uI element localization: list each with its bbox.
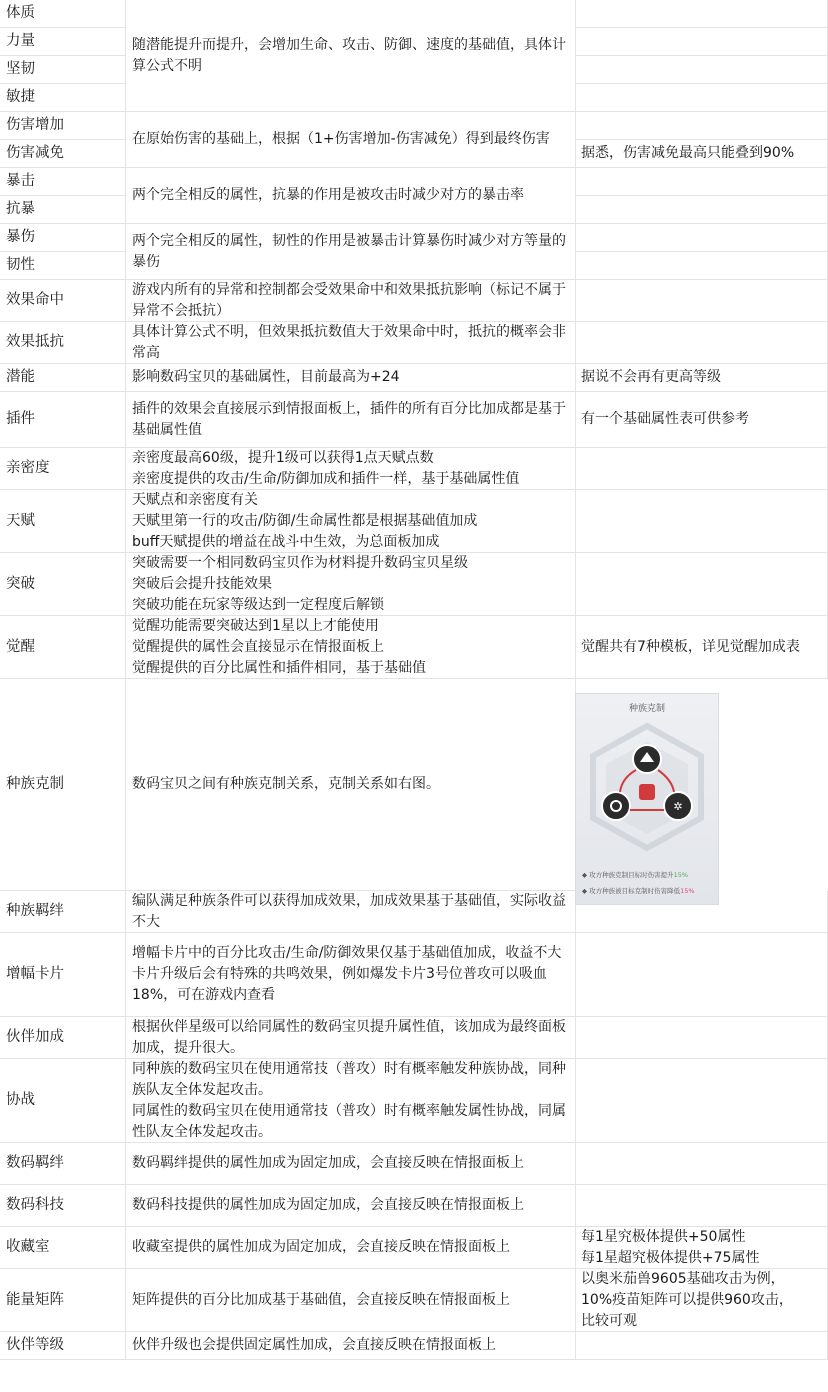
row-label: 增幅卡片 xyxy=(0,933,126,1017)
row-note xyxy=(575,196,828,224)
row-note xyxy=(575,490,828,553)
row-note-text: 以奥米茄兽9605基础攻击为例， 10%疫苗矩阵可以提供960攻击， 比较可观 xyxy=(581,1270,793,1329)
row-description xyxy=(126,392,576,448)
row-description xyxy=(126,448,576,490)
race-line2-value: 15% xyxy=(680,887,695,895)
row-description-text: 亲密度最高60级，提升1级可以获得1点天赋点数 亲密度提供的攻击/生命/防御加成和插件一样，基于基础属性值 xyxy=(132,449,520,487)
row-label: 数码羁绊 xyxy=(0,1143,126,1185)
row-note-text: 有一个基础属性表可供参考 xyxy=(581,411,749,427)
row-label: 天赋 xyxy=(0,490,126,553)
race-line1-value: 15% xyxy=(673,871,689,879)
row-description xyxy=(126,933,576,1017)
merged-desc-crit: 两个完全相反的属性，抗暴的作用是被攻击时减少对方的暴击率 xyxy=(126,168,576,224)
row-note xyxy=(575,56,828,84)
row-label: 亲密度 xyxy=(0,448,126,490)
row-description xyxy=(126,1017,576,1059)
row-label: 协战 xyxy=(0,1059,126,1143)
row-label: 暴击 xyxy=(0,168,126,196)
row-description xyxy=(126,1332,576,1360)
row-note xyxy=(575,1269,828,1332)
row-label: 种族克制 xyxy=(0,679,126,891)
row-description-text: 游戏内所有的异常和控制都会受效果命中和效果抵抗影响（标记不属于异常不会抵抗） xyxy=(132,281,566,319)
row-description-text: 突破需要一个相同数码宝贝作为材料提升数码宝贝星级 突破后会提升技能效果 突破功能在玩家等级达到一定程度后解锁 xyxy=(132,554,468,613)
row-description-text: 数码羁绊提供的属性加成为固定加成，会直接反映在情报面板上 xyxy=(132,1155,524,1171)
row-description-text: 影响数码宝贝的基础属性，目前最高为+24 xyxy=(132,369,400,385)
row-label: 数码科技 xyxy=(0,1185,126,1227)
row-label: 觉醒 xyxy=(0,616,126,679)
row-note xyxy=(575,1143,828,1185)
merged-desc-stats: 随潜能提升而提升，会增加生命、攻击、防御、速度的基础值，具体计算公式不明 xyxy=(126,0,576,112)
row-note xyxy=(575,553,828,616)
row-description-text: 天赋点和亲密度有关 天赋里第一行的攻击/防御/生命属性都是根据基础值加成 buff天赋提供的增益在战斗中生效，为总面板加成 xyxy=(132,491,478,550)
row-description-text: 同种族的数码宝贝在使用通常技（普攻）时有概率触发种族协战，同种族队友全体发起攻击。 同属性的数码宝贝在使用通常技（普攻）时有概率触发属性协战，同属性队友全体发起攻击。 xyxy=(132,1060,566,1140)
row-label: 力量 xyxy=(0,28,126,56)
row-label: 暴伤 xyxy=(0,224,126,252)
row-description-text: 数码宝贝之间有种族克制关系，克制关系如右图。 xyxy=(132,776,440,792)
row-description-text: 伙伴升级也会提供固定属性加成，会直接反映在情报面板上 xyxy=(132,1337,496,1353)
row-description xyxy=(126,490,576,553)
row-label: 体质 xyxy=(0,0,126,28)
row-description xyxy=(126,322,576,364)
race-counter-diagram xyxy=(576,694,718,904)
row-note xyxy=(575,1017,828,1059)
row-note xyxy=(575,28,828,56)
row-description xyxy=(126,280,576,322)
row-label: 效果抵抗 xyxy=(0,322,126,364)
row-description-text: 数码科技提供的属性加成为固定加成，会直接反映在情报面板上 xyxy=(132,1197,524,1213)
row-note xyxy=(575,322,828,364)
race-counter-title: 种族克制 xyxy=(628,704,666,714)
row-note xyxy=(575,0,828,28)
row-label: 效果命中 xyxy=(0,280,126,322)
row-description xyxy=(126,364,576,392)
row-note xyxy=(575,616,828,679)
row-description-text: 编队满足种族条件可以获得加成效果，加成效果基于基础值，实际收益不大 xyxy=(132,892,566,930)
row-label: 伤害减免 xyxy=(0,140,126,168)
row-note xyxy=(575,112,828,140)
row-label: 插件 xyxy=(0,392,126,448)
row-note xyxy=(575,252,828,280)
row-label: 伙伴等级 xyxy=(0,1332,126,1360)
row-label: 潜能 xyxy=(0,364,126,392)
row-description xyxy=(126,1143,576,1185)
race-line1-text: 攻方种族克制目标时伤害提升 xyxy=(589,871,674,879)
row-description xyxy=(126,616,576,679)
row-description-text: 根据伙伴星级可以给同属性的数码宝贝提升属性值，该加成为最终面板加成，提升很大。 xyxy=(132,1018,566,1056)
row-description xyxy=(126,679,576,891)
row-note xyxy=(575,1332,828,1360)
row-description xyxy=(126,891,576,933)
row-note xyxy=(575,168,828,196)
race-line2-text: 攻方种族被目标克制时伤害降低 xyxy=(589,887,681,895)
row-description xyxy=(126,1185,576,1227)
merged-desc-damage: 在原始伤害的基础上，根据（1+伤害增加-伤害减免）得到最终伤害 xyxy=(126,112,576,168)
row-note xyxy=(575,84,828,112)
row-note xyxy=(575,1185,828,1227)
row-label: 伙伴加成 xyxy=(0,1017,126,1059)
row-note xyxy=(575,224,828,252)
row-note xyxy=(575,364,828,392)
row-label: 能量矩阵 xyxy=(0,1269,126,1332)
row-note xyxy=(575,1059,828,1143)
row-note-text: 据悉，伤害减免最高只能叠到90% xyxy=(581,145,795,161)
merged-desc-critdmg: 两个完全相反的属性，韧性的作用是被暴击计算暴伤时减少对方等量的暴伤 xyxy=(126,224,576,280)
row-description xyxy=(126,553,576,616)
row-label: 敏捷 xyxy=(0,84,126,112)
row-label: 突破 xyxy=(0,553,126,616)
row-label: 种族羁绊 xyxy=(0,891,126,933)
race-node-left xyxy=(602,792,630,820)
row-note xyxy=(575,1227,828,1269)
race-center-icon xyxy=(639,784,655,800)
row-description-text: 矩阵提供的百分比加成基于基础值，会直接反映在情报面板上 xyxy=(132,1291,510,1308)
svg-text:✲: ✲ xyxy=(673,800,683,813)
row-label: 伤害增加 xyxy=(0,112,126,140)
row-note xyxy=(575,933,828,1017)
row-note xyxy=(575,140,828,168)
row-note xyxy=(575,392,828,448)
row-label: 坚韧 xyxy=(0,56,126,84)
row-description-text: 收藏室提供的属性加成为固定加成，会直接反映在情报面板上 xyxy=(132,1239,510,1255)
row-note xyxy=(575,280,828,322)
row-note-text: 每1星究极体提供+50属性 每1星超究极体提供+75属性 xyxy=(581,1228,760,1266)
svg-text:◆ 攻方种族被目标克制时伤害降低15%: ◆ 攻方种族被目标克制时伤害降低15% xyxy=(582,887,695,895)
race-counter-image xyxy=(575,693,719,905)
row-label: 抗暴 xyxy=(0,196,126,224)
row-label: 韧性 xyxy=(0,252,126,280)
row-description-text: 插件的效果会直接展示到情报面板上，插件的所有百分比加成都是基于基础属性值 xyxy=(132,400,566,438)
row-description-text: 觉醒功能需要突破达到1星以上才能使用 觉醒提供的属性会直接显示在情报面板上 觉醒提供的百分比属性和插件相同，基于基础值 xyxy=(132,617,426,676)
row-description xyxy=(126,1059,576,1143)
row-note-text: 觉醒共有7种模板，详见觉醒加成表 xyxy=(581,638,800,655)
row-description-text: 具体计算公式不明，但效果抵抗数值大于效果命中时，抵抗的概率会非常高 xyxy=(132,323,566,361)
svg-text:◆ 攻方种族克制目标时伤害提升15%: ◆ 攻方种族克制目标时伤害提升15% xyxy=(582,871,689,879)
row-description xyxy=(126,1227,576,1269)
row-label: 收藏室 xyxy=(0,1227,126,1269)
row-note-text: 据说不会再有更高等级 xyxy=(581,369,721,385)
row-note xyxy=(575,448,828,490)
row-description-text: 增幅卡片中的百分比攻击/生命/防御效果仅基于基础值加成，收益不大 卡片升级后会有特殊的共鸣效果，例如爆发卡片3号位普攻可以吸血18%，可在游戏内查看 xyxy=(132,945,562,1003)
row-description xyxy=(126,1269,576,1332)
